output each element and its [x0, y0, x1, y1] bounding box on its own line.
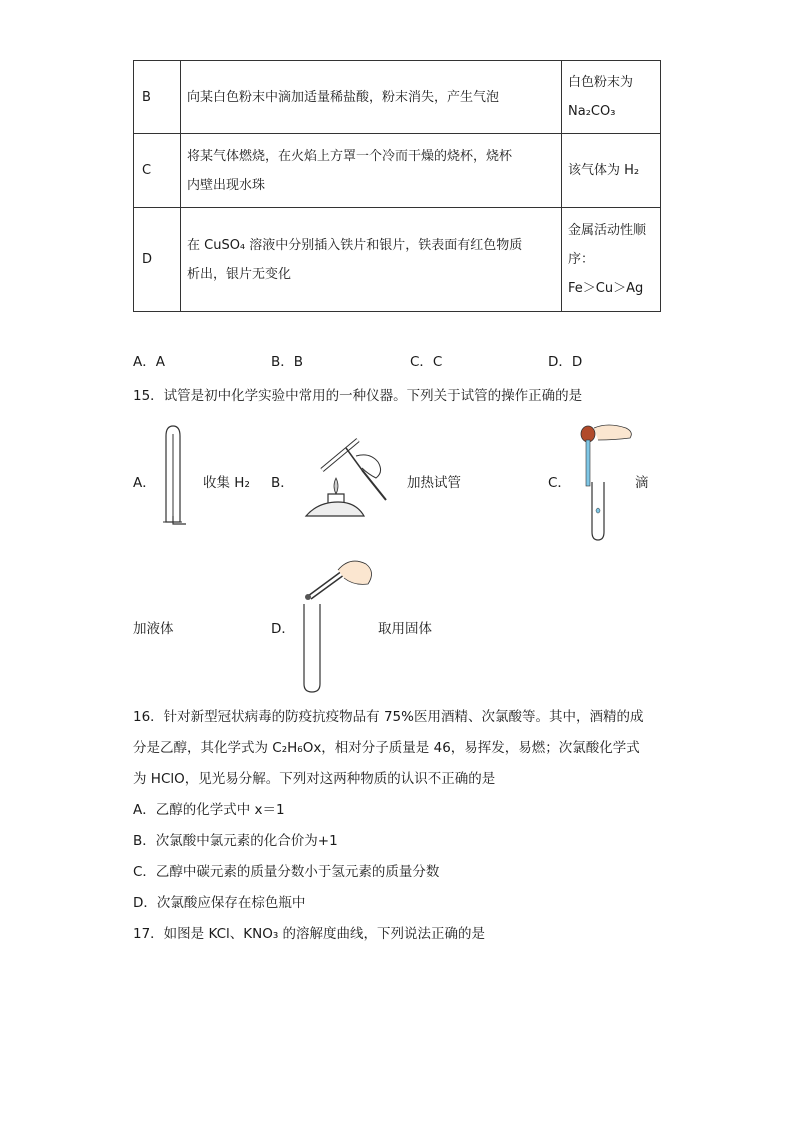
q14-option-b: B．B — [271, 354, 304, 370]
q15-option-a-text: 收集 H₂ — [203, 475, 250, 491]
row-label: C — [134, 134, 181, 208]
q16-stem-line-1: 16．针对新型冠状病毒的防疫抗疫物品有 75%医用酒精、次氯酸等。其中，酒精的成 — [133, 709, 644, 725]
q16-option-d: D．次氯酸应保存在棕色瓶中 — [133, 895, 306, 911]
row-description: 在 CuSO₄ 溶液中分别插入铁片和银片，铁表面有红色物质 析出，银片无变化 — [181, 208, 562, 312]
dropper-test-tube-icon — [574, 420, 636, 544]
q16-option-a: A．乙醇的化学式中 x＝1 — [133, 802, 285, 818]
row-conclusion: 金属活动性顺 序： Fe＞Cu＞Ag — [562, 208, 661, 312]
q15-option-d-text: 取用固体 — [378, 621, 432, 637]
table-row — [134, 61, 661, 134]
q15-stem: 15．试管是初中化学实验中常用的一种仪器。下列关于试管的操作正确的是 — [133, 388, 583, 404]
row-label: D — [134, 208, 181, 312]
table-row — [134, 134, 661, 208]
q15-option-b-text: 加热试管 — [407, 475, 461, 491]
heating-test-tube-icon — [298, 430, 398, 530]
q14-option-d: D．D — [548, 354, 583, 370]
q15-option-c-text-part1: 滴 — [635, 475, 649, 491]
q16-stem-line-2: 分是乙醇，其化学式为 C₂H₆Ox，相对分子质量是 46，易挥发，易燃；次氯酸化学式 — [133, 740, 640, 756]
q15-option-d-label: D． — [271, 621, 295, 637]
q15-option-a-label: A． — [133, 475, 156, 491]
q16-stem-line-3: 为 HClO，见光易分解。下列对这两种物质的认识不正确的是 — [133, 771, 496, 787]
row-label: B — [134, 61, 181, 134]
row-description: 向某白色粉末中滴加适量稀盐酸，粉末消失，产生气泡 — [181, 61, 562, 134]
q15-option-c-label: C． — [548, 475, 571, 491]
row-conclusion: 该气体为 H₂ — [562, 134, 661, 208]
q17-stem: 17．如图是 KCl、KNO₃ 的溶解度曲线，下列说法正确的是 — [133, 926, 486, 942]
q16-option-b: B．次氯酸中氯元素的化合价为+1 — [133, 833, 338, 849]
inverted-test-tube-icon — [160, 424, 190, 530]
q15-option-b-label: B． — [271, 475, 294, 491]
q14-option-c: C．C — [410, 354, 443, 370]
row-description: 将某气体燃烧，在火焰上方罩一个冷而干燥的烧杯，烧杯 内壁出现水珠 — [181, 134, 562, 208]
q15-option-c-text-part2: 加液体 — [133, 621, 174, 637]
tweezers-test-tube-icon — [298, 556, 378, 694]
experiment-table — [133, 60, 661, 312]
q16-option-c: C．乙醇中碳元素的质量分数小于氢元素的质量分数 — [133, 864, 440, 880]
table-row — [134, 208, 661, 312]
row-conclusion: 白色粉末为 Na₂CO₃ — [562, 61, 661, 134]
q14-option-a: A．A — [133, 354, 165, 370]
